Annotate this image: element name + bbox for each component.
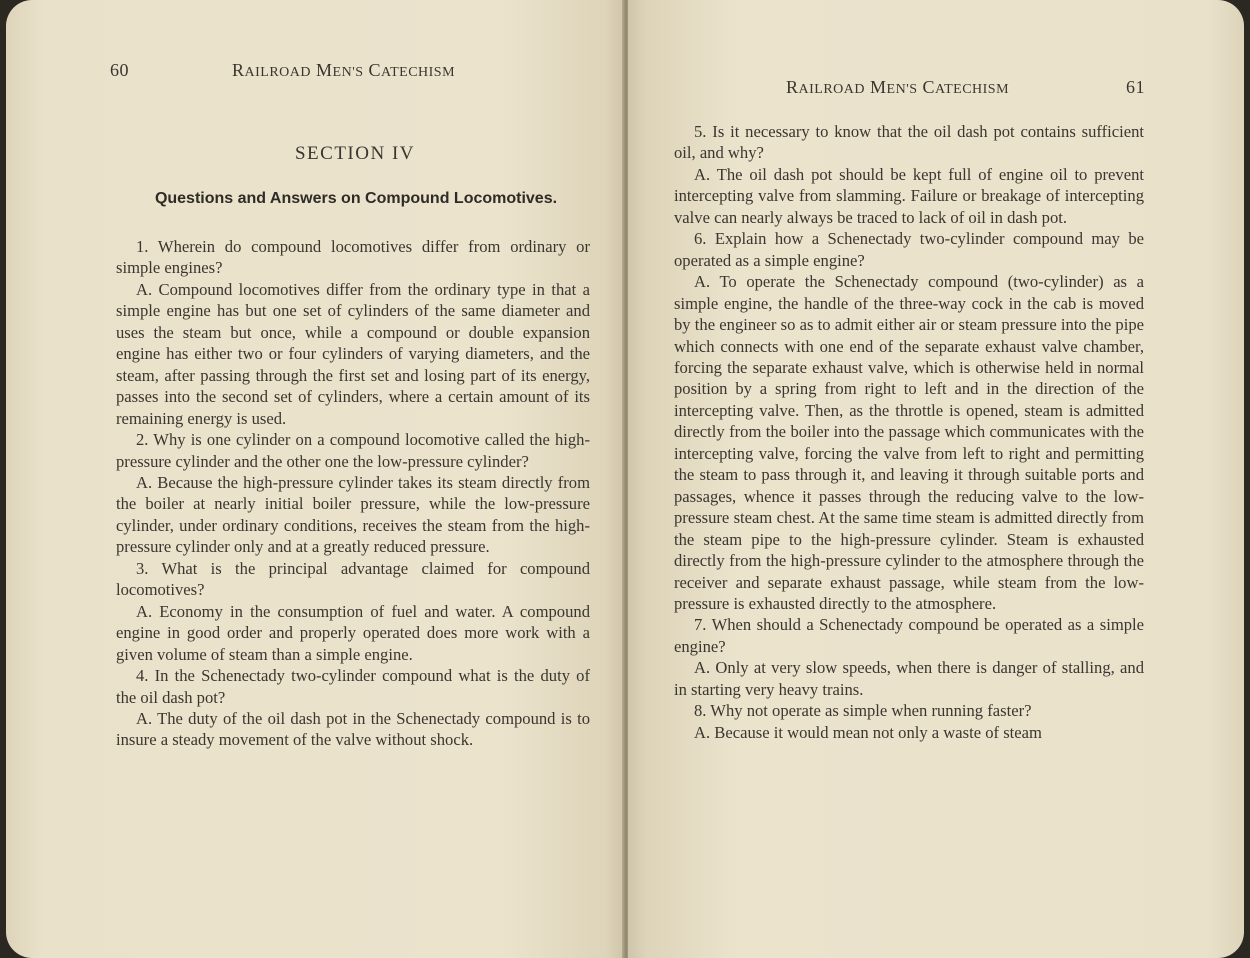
running-head-right-w2-cap: M xyxy=(870,77,887,97)
page-number-right: 61 xyxy=(1126,77,1145,97)
running-head-left-w3-cap: C xyxy=(368,60,382,80)
left-page xyxy=(6,0,624,958)
right-page xyxy=(628,0,1244,958)
paragraph-question-5: 5. Is it necessary to know that the oil dash pot contains sufficient oil, and why? xyxy=(674,122,1144,163)
paragraph-answer-7: A. Only at very slow speeds, when there is danger of stalling, and in starting very heavy trains. xyxy=(674,658,1144,699)
paragraph-question-1: 1. Wherein do compound locomotives differ from ordinary or simple engines? xyxy=(116,237,590,278)
page-number-left: 60 xyxy=(110,60,129,80)
section-title: SECTION IV xyxy=(294,143,416,164)
running-head-left-w2-cap: M xyxy=(316,60,333,80)
paragraph-answer-8: A. Because it would mean not only a waste of steam xyxy=(694,722,1042,742)
paragraph-question-7: 7. When should a Schenectady compound be operated as a simple engine? xyxy=(674,615,1144,656)
running-head-left xyxy=(232,60,455,81)
left-body-text xyxy=(116,236,590,751)
paragraph-answer-5: A. The oil dash pot should be kept full of engine oil to prevent intercepting valve from slamming. Failure or breakage of intercepting valve can nearly always be traced to lack of oil in dash pot. xyxy=(674,164,1144,227)
paragraph-question-6: 6. Explain how a Schenectady two-cylinder compound may be operated as a simple engine? xyxy=(674,229,1144,270)
running-head-right-w2-rest: EN'S xyxy=(886,82,918,97)
paragraph-question-8: 8. Why not operate as simple when running faster? xyxy=(694,701,1032,721)
running-head-left-w2-rest: EN'S xyxy=(332,65,364,80)
paragraph-question-4: 4. In the Schenectady two-cylinder compound what is the duty of the oil dash pot? xyxy=(116,666,590,707)
paragraph-answer-3: A. Economy in the consumption of fuel and water. A compound engine in good order and properly operated does more work with a given volume of steam than a simple engine. xyxy=(116,601,590,664)
paragraph-answer-1: A. Compound locomotives differ from the ordinary type in that a simple engine has but one set of cylinders of the same diameter and uses the steam but once, while a compound or double expansion engine has either two or four cylinders of varying diameters, and the steam, after passing through the first set and losing part of its energy, passes into the second set of cylinders, where a certain amount of its remaining energy is used. xyxy=(116,279,590,428)
paragraph-question-2: 2. Why is one cylinder on a compound locomotive called the high-pressure cylinder and the other one the low-pressure cylinder? xyxy=(116,430,590,471)
running-head-right-w3-rest: ATECHISM xyxy=(935,82,1010,97)
paragraph-answer-6: A. To operate the Schenectady compound (two-cylinder) as a simple engine, the handle of the three-way cock in the cab is moved by the engineer so as to admit either air or steam pressure into the pipe which connects with one end of the separate exhaust valve chamber, forcing the separate exhaust valve, which is otherwise held in normal position by a spring from right to left and in the direction of the intercepting valve. Then, as the throttle is opened, steam is admitted directly from the boiler into the passage which communicates with the intercepting valve, forcing the valve from left to right and permitting the steam to pass through it, and leaving it through suitable ports and passages, whence it passes through the reducing valve to the low-pressure steam chest. At the same time steam is admitted directly from the steam pipe to the high-pressure cylinder. Steam is exhausted directly from the high-pressure cylinder to the atmosphere through the receiver and separate exhaust passage, while steam from the low-pressure is exhausted directly to the atmosphere. xyxy=(674,272,1144,613)
chapter-subtitle: Questions and Answers on Compound Locomotives. xyxy=(154,190,558,207)
running-head-left-w3-rest: ATECHISM xyxy=(381,65,456,80)
paragraph-answer-2: A. Because the high-pressure cylinder takes its steam directly from the boiler at nearly initial boiler pressure, while the low-pressure cylinder, under ordinary conditions, receives the steam from the high-pressure cylinder only and at a greatly reduced pressure. xyxy=(116,472,590,557)
running-head-right xyxy=(786,77,1009,98)
right-body-text xyxy=(674,121,1144,743)
running-head-right-w3-cap: C xyxy=(922,77,936,97)
paragraph-answer-4: A. The duty of the oil dash pot in the Schenectady compound is to insure a steady movement of the valve without shock. xyxy=(116,708,590,750)
running-head-left-w1-cap: R xyxy=(232,60,245,80)
paragraph-question-3: 3. What is the principal advantage claimed for compound locomotives? xyxy=(116,558,590,600)
running-head-right-w1-rest: AILROAD xyxy=(798,82,866,97)
running-head-right-w1-cap: R xyxy=(786,77,799,97)
running-head-left-w1-rest: AILROAD xyxy=(244,65,312,80)
